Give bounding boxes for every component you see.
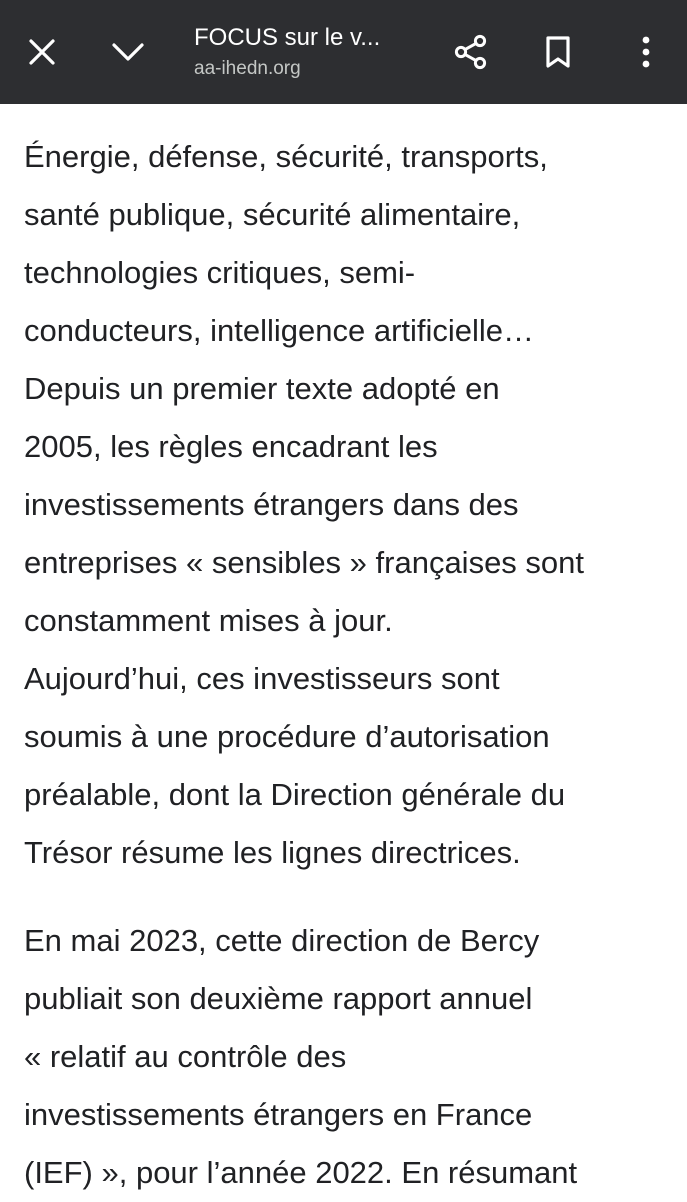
more-vert-icon (641, 35, 651, 69)
text-line: Aujourd’hui, ces investisseurs sont (24, 661, 500, 696)
text-line: En mai 2023, cette direction de Bercy (24, 923, 540, 958)
text-line: (IEF) », pour l’année 2022. En résumant (24, 1155, 578, 1190)
text-line: investissements étrangers dans des (24, 487, 519, 522)
share-button[interactable] (447, 28, 495, 76)
close-button[interactable] (18, 28, 66, 76)
custom-tab-toolbar (0, 0, 687, 104)
text-line: conducteurs, intelligence artificielle… (24, 313, 535, 348)
more-options-button[interactable] (622, 28, 670, 76)
text-line: Trésor résume les lignes directrices. (24, 835, 521, 870)
title-block[interactable] (194, 22, 434, 82)
text-line: Énergie, défense, sécurité, transports, (24, 139, 548, 174)
minimize-button[interactable] (104, 28, 152, 76)
text-line: investissements étrangers en France (24, 1097, 533, 1132)
share-icon (453, 34, 489, 70)
page-url: aa-ihedn.org (194, 58, 301, 79)
text-line: « relatif au contrôle des (24, 1039, 347, 1074)
text-line: constamment mises à jour. (24, 603, 393, 638)
text-line: préalable, dont la Direction générale du (24, 777, 566, 812)
text-line: soumis à une procédure d’autorisation (24, 719, 550, 754)
article-body (24, 128, 672, 1202)
text-line: 2005, les règles encadrant les (24, 429, 438, 464)
chevron-down-icon (111, 41, 145, 63)
article-paragraph-2 (24, 912, 672, 1202)
text-line: publiait son deuxième rapport annuel (24, 981, 533, 1016)
article-paragraph-1 (24, 128, 672, 882)
text-line: santé publique, sécurité alimentaire, (24, 197, 521, 232)
page-title: FOCUS sur le v... (194, 24, 381, 51)
paragraph-spacer (24, 882, 672, 912)
text-line: entreprises « sensibles » françaises sont (24, 545, 585, 580)
close-icon (27, 37, 57, 67)
text-line: technologies critiques, semi- (24, 255, 416, 290)
text-line: Depuis un premier texte adopté en (24, 371, 500, 406)
bookmark-button[interactable] (534, 28, 582, 76)
bookmark-icon (544, 35, 572, 69)
